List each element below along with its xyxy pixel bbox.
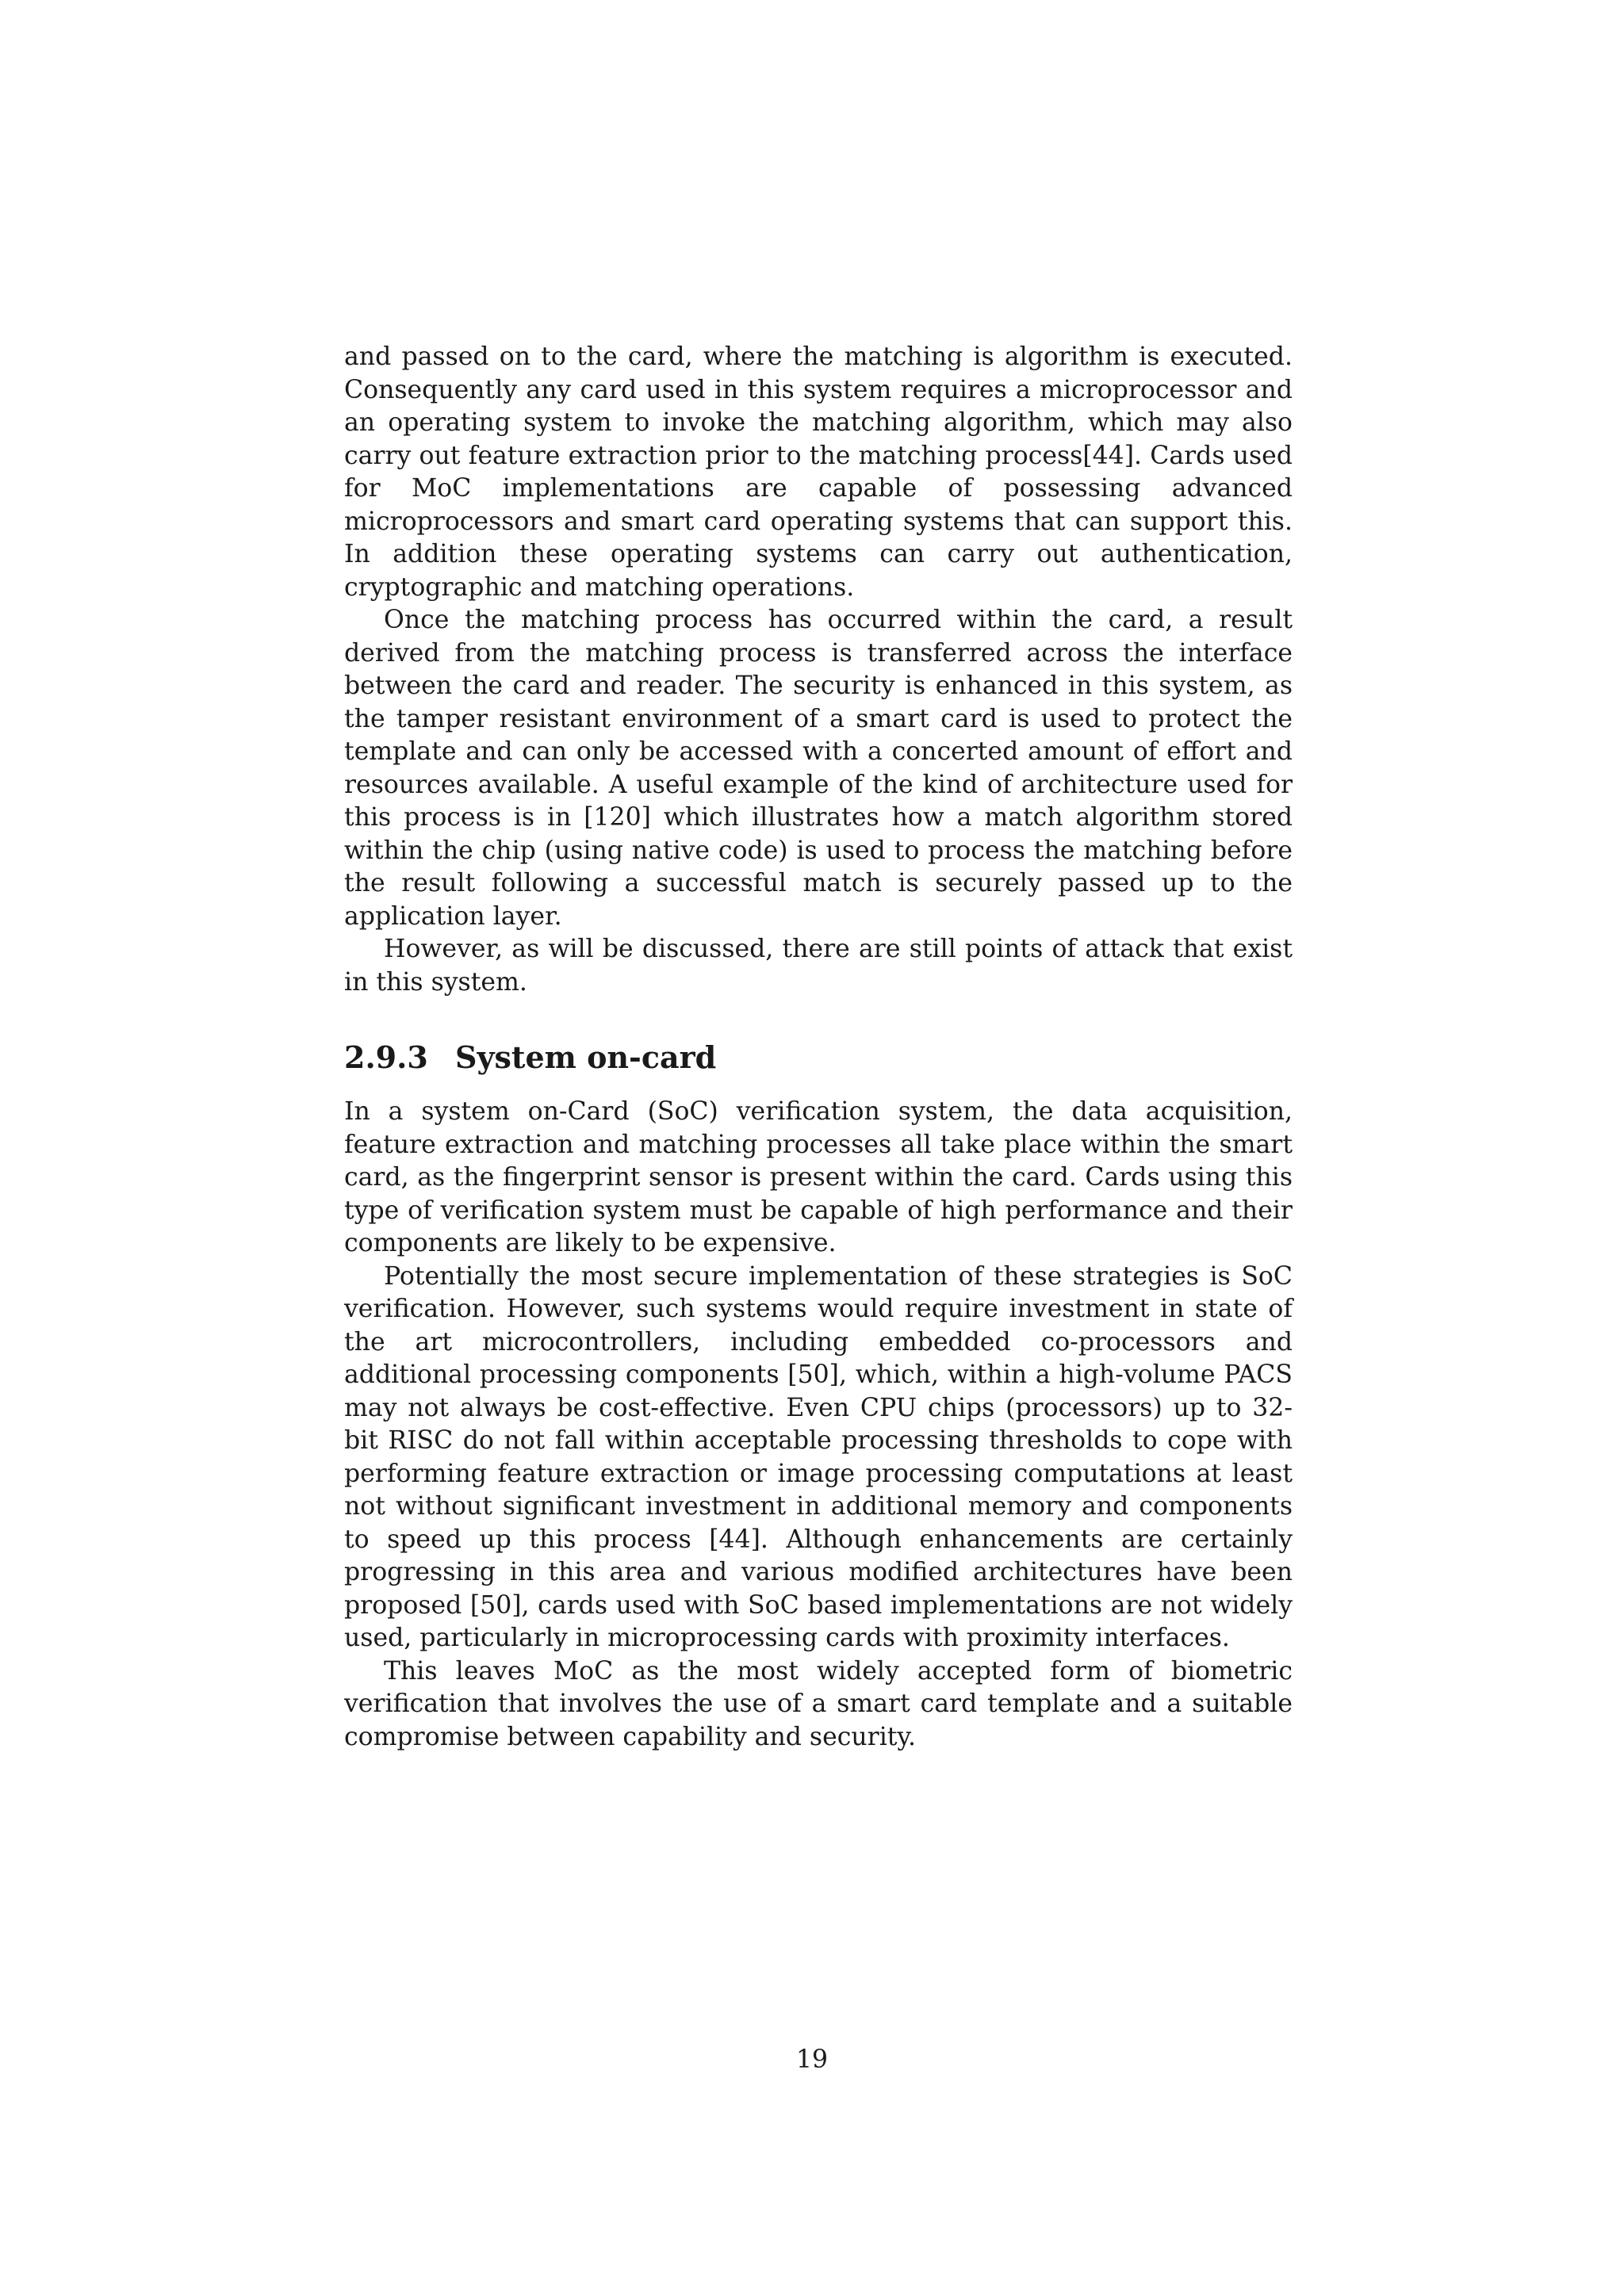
- page-number: 19: [795, 2045, 829, 2074]
- paragraph-moc-processing: and passed on to the card, where the matching is algorithm is executed. Consequently any card used in this system requires a microprocessor and an operating system to invoke the matching algorithm, which may also carry out feature extraction prior to the matching process[44]. Cards used for MoC implementations are capable of possessing advanced microprocessors and smart card operating systems that can support this. In addition these operating systems can carry out authentication, cryptographic and matching operations.: [344, 342, 1293, 602]
- section-title: System on-card: [455, 1039, 717, 1075]
- page-body: [344, 341, 1293, 1754]
- paragraph-soc-cost: Potentially the most secure implementation of these strategies is SoC verification. However, such systems would require investment in state of the art microcontrollers, including embedded co-processors and additional processing components [50], which, within a high-volume PACS may not always be cost-effective. Even CPU chips (processors) up to 32-bit RISC do not fall within acceptable processing thresholds to cope with performing feature extraction or image processing computations at least not without significant investment in additional memory and components to speed up this process [44]. Although enhancements are certainly progressing in this area and various modified architectures have been proposed [50], cards used with SoC based implementations are not widely used, particularly in microprocessing cards with proximity interfaces.: [344, 1261, 1293, 1652]
- section-heading: [344, 1039, 1293, 1077]
- paragraph-matching-result: Once the matching process has occurred within the card, a result derived from the matching process is transferred across the interface between the card and reader. The security is enhanced in this system, as the tamper resistant environment of a smart card is used to protect the template and can only be accessed with a concerted amount of effort and resources available. A useful example of the kind of architecture used for this process is in [120] which illustrates how a match algorithm stored within the chip (using native code) is used to process the matching before the result following a successful match is securely passed up to the application layer.: [344, 606, 1293, 931]
- paragraph-attack-points: However, as will be discussed, there are still points of attack that exist in this system.: [344, 935, 1293, 997]
- paragraph-moc-conclusion: This leaves MoC as the most widely accepted form of biometric verification that involves the use of a smart card template and a suitable compromise between capability and security.: [344, 1656, 1293, 1751]
- section-number: 2.9.3: [344, 1039, 428, 1075]
- paragraph-soc-definition: In a system on-Card (SoC) verification system, the data acquisition, feature extraction and matching processes all take place within the smart card, as the fingerprint sensor is present within the card. Cards using this type of verification system must be capable of high performance and their components are likely to be expensive.: [344, 1097, 1293, 1257]
